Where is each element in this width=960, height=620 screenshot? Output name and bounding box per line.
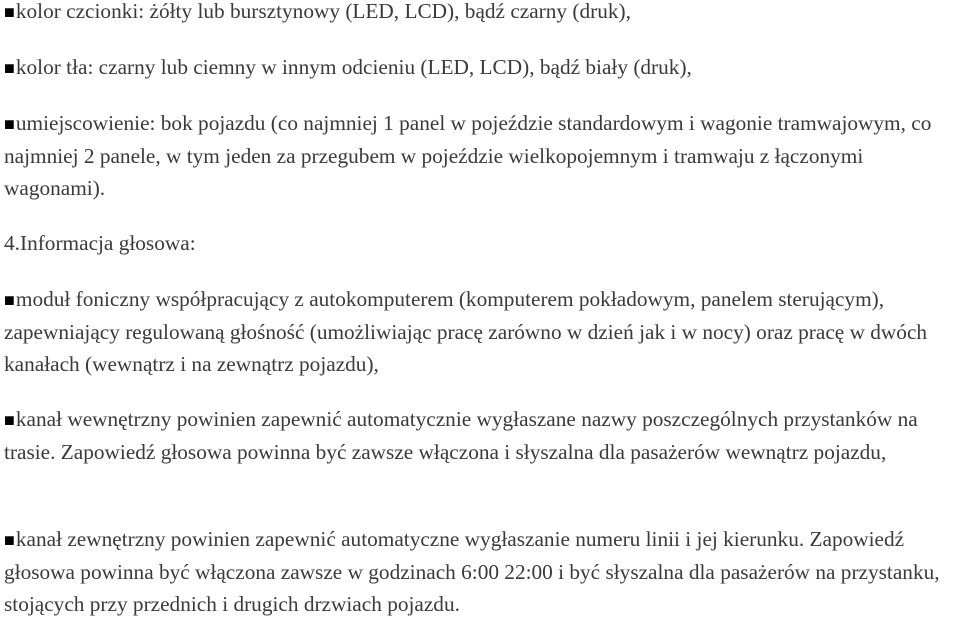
paragraph-text: kanał zewnętrzny powinien zapewnić automatyczne wygłaszanie numeru linii i jej kierunku. Zapowiedź głosowa powinna być włączona zawsze w godzinach 6:00 22:00 i być słyszalna dla pasażerów na przystanku, stojących przy przednich i drugich drzwiach pojazdu.	[4, 527, 940, 616]
section-heading-voice-information	[4, 227, 196, 259]
bullet-square-icon: ■	[4, 58, 15, 78]
bullet-square-icon: ■	[4, 410, 15, 430]
paragraph-external-channel	[4, 523, 956, 620]
paragraph-sound-module	[4, 283, 956, 380]
paragraph-text: moduł foniczny współpracujący z autokomputerem (komputerem pokładowym, panelem sterującym), zapewniający regulowaną głośność (umożliwiając pracę zarówno w dzień jak i w nocy) oraz pracę w dwóch kanałach (wewnątrz i na zewnątrz pojazdu),	[4, 287, 928, 376]
bullet-square-icon: ■	[4, 530, 15, 550]
paragraph-internal-channel	[4, 403, 956, 468]
paragraph-text: kanał wewnętrzny powinien zapewnić automatycznie wygłaszane nazwy poszczególnych przystanków na trasie. Zapowiedź głosowa powinna być zawsze włączona i słyszalna dla pasażerów wewnątrz pojazdu,	[4, 407, 918, 464]
bullet-square-icon: ■	[4, 2, 15, 22]
section-heading-text: 4.Informacja głosowa:	[4, 231, 196, 255]
paragraph-text: kolor tła: czarny lub ciemny w innym odcieniu (LED, LCD), bądź biały (druk),	[15, 55, 692, 79]
paragraph-text: umiejscowienie: bok pojazdu (co najmniej 1 panel w pojeździe standardowym i wagonie tramwajowym, co najmniej 2 panele, w tym jeden za przegubem w pojeździe wielkopojemnym i tramwaju z łączonymi wagonami).	[4, 111, 932, 200]
paragraph-background-color	[4, 51, 692, 84]
paragraph-placement	[4, 107, 956, 204]
paragraph-text: kolor czcionki: żółty lub bursztynowy (LED, LCD), bądź czarny (druk),	[15, 0, 631, 23]
paragraph-font-color	[4, 0, 631, 28]
bullet-square-icon: ■	[4, 290, 15, 310]
bullet-square-icon: ■	[4, 114, 15, 134]
